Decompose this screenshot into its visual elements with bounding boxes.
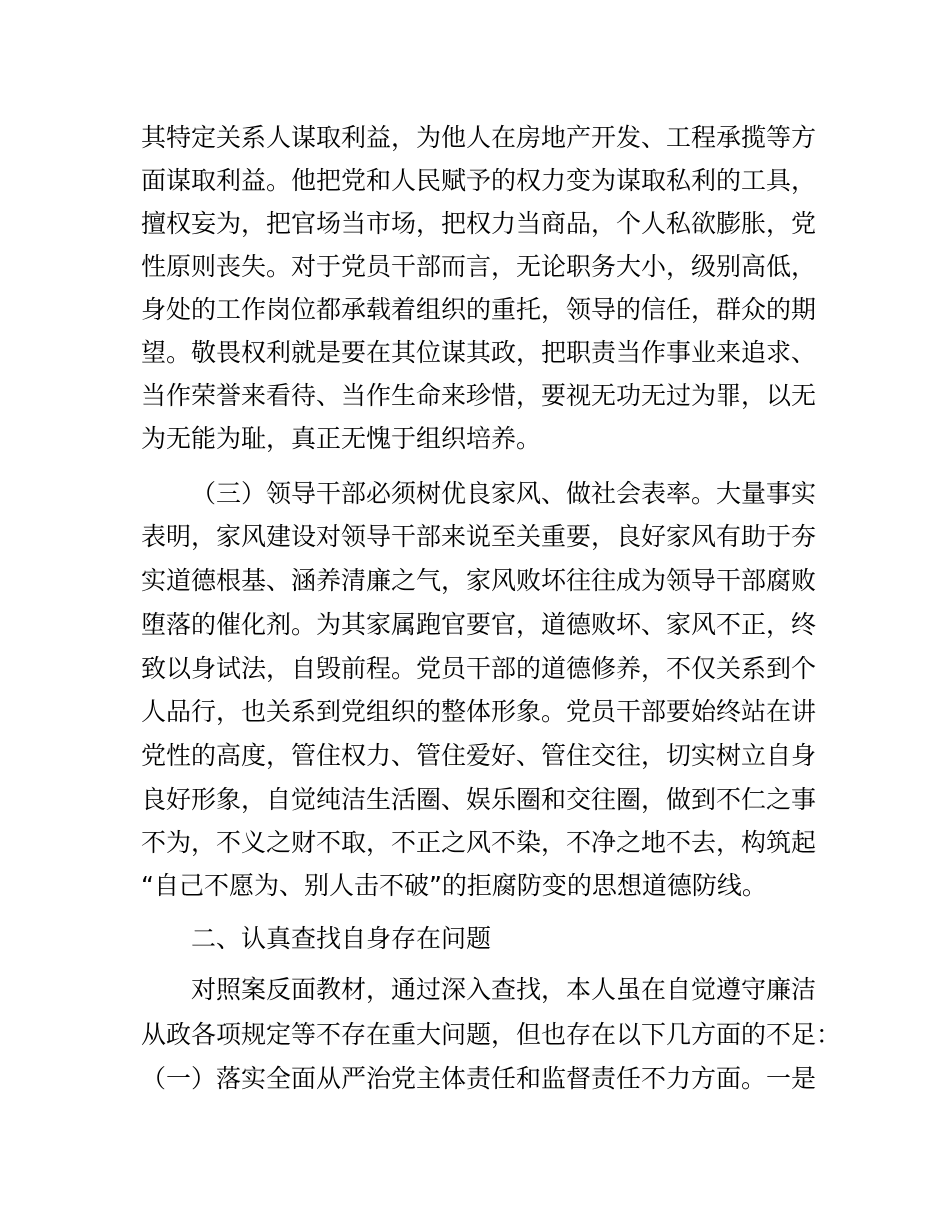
text-line: 面谋取利益。他把党和人民赋予的权力变为谋取私利的工具， bbox=[141, 166, 817, 195]
text-line: 从政各项规定等不存在重大问题，但也存在以下几方面的不足： bbox=[141, 1020, 842, 1049]
text-line: 望。敬畏权利就是要在其位谋其政，把职责当作事业来追求、 bbox=[141, 338, 817, 367]
text-line: “自己不愿为、别人击不破”的拒腐防变的思想道德防线。 bbox=[141, 871, 767, 900]
text-line: 当作荣誉来看待、当作生命来珍惜，要视无功无过为罪，以无 bbox=[141, 381, 817, 410]
text-line: （一）落实全面从严治党主体责任和监督责任不力方面。一是 bbox=[141, 1064, 817, 1093]
text-line: 擅权妄为，把官场当市场，把权力当商品，个人私欲膨胀，党 bbox=[141, 209, 817, 238]
text-line: 堕落的催化剂。为其家属跑官要官，道德败坏、家风不正，终 bbox=[141, 610, 817, 639]
text-line: 实道德根基、涵养清廉之气，家风败坏往往成为领导干部腐败 bbox=[141, 566, 817, 595]
text-line: 不为，不义之财不取，不正之风不染，不净之地不去，构筑起 bbox=[141, 828, 817, 857]
text-line: 为无能为耻，真正无愧于组织培养。 bbox=[141, 424, 542, 453]
text-line: 对照案反面教材，通过深入查找，本人虽在自觉遵守廉洁 bbox=[191, 975, 817, 1004]
text-line: 其特定关系人谋取利益，为他人在房地产开发、工程承揽等方 bbox=[141, 123, 817, 152]
text-line: 表明，家风建设对领导干部来说至关重要，良好家风有助于夯 bbox=[141, 522, 817, 551]
text-line: 性原则丧失。对于党员干部而言，无论职务大小，级别高低， bbox=[141, 252, 817, 281]
section-three-heading-line: （三）领导干部必须树优良家风、做社会表率。大量事实 bbox=[191, 479, 817, 508]
text-line: 身处的工作岗位都承载着组织的重托，领导的信任，群众的期 bbox=[141, 295, 817, 324]
text-line: 党性的高度，管住权力、管住爱好、管住交往，切实树立自身 bbox=[141, 741, 817, 770]
section-two-heading: 二、认真查找自身存在问题 bbox=[191, 924, 492, 953]
text-line: 良好形象，自觉纯洁生活圈、娱乐圈和交往圈，做到不仁之事 bbox=[141, 785, 817, 814]
text-line: 人品行，也关系到党组织的整体形象。党员干部要始终站在讲 bbox=[141, 697, 817, 726]
text-line: 致以身试法，自毁前程。党员干部的道德修养，不仅关系到个 bbox=[141, 654, 817, 683]
